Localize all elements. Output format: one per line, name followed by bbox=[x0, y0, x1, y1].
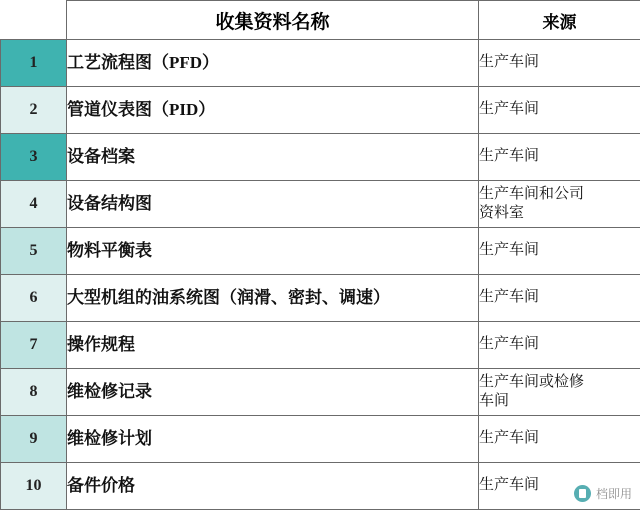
column-header-index bbox=[1, 1, 67, 40]
row-source bbox=[479, 181, 640, 228]
row-name: 维检修记录 bbox=[67, 369, 479, 416]
watermark-label: 档即用 bbox=[596, 485, 632, 502]
table-row bbox=[1, 275, 640, 322]
row-name: 设备结构图 bbox=[67, 181, 479, 228]
row-name: 管道仪表图（PID） bbox=[67, 87, 479, 134]
row-name: 设备档案 bbox=[67, 134, 479, 181]
row-source-line: 车间 bbox=[479, 392, 640, 412]
row-source bbox=[479, 40, 640, 87]
row-source-line: 生产车间 bbox=[479, 147, 640, 167]
row-index: 10 bbox=[1, 463, 67, 510]
row-source-line: 生产车间 bbox=[479, 53, 640, 73]
row-index: 8 bbox=[1, 369, 67, 416]
table-row bbox=[1, 87, 640, 134]
row-name: 备件价格 bbox=[67, 463, 479, 510]
column-header-name: 收集资料名称 bbox=[67, 1, 479, 40]
row-source-line: 生产车间 bbox=[479, 429, 640, 449]
row-source bbox=[479, 322, 640, 369]
table-row bbox=[1, 416, 640, 463]
table-row bbox=[1, 322, 640, 369]
row-source-line: 生产车间 bbox=[479, 476, 640, 496]
document-logo-icon bbox=[574, 485, 591, 502]
row-source bbox=[479, 228, 640, 275]
column-header-source: 来源 bbox=[479, 1, 640, 40]
row-source-line: 资料室 bbox=[479, 204, 640, 224]
row-name: 大型机组的油系统图（润滑、密封、调速） bbox=[67, 275, 479, 322]
row-source-line: 生产车间和公司 bbox=[479, 185, 640, 205]
row-source bbox=[479, 369, 640, 416]
table-row bbox=[1, 463, 640, 510]
row-source bbox=[479, 275, 640, 322]
row-source-line: 生产车间 bbox=[479, 335, 640, 355]
table-row bbox=[1, 134, 640, 181]
row-name: 物料平衡表 bbox=[67, 228, 479, 275]
row-source-line: 生产车间或检修 bbox=[479, 373, 640, 393]
row-index: 4 bbox=[1, 181, 67, 228]
table-header-row bbox=[1, 1, 640, 40]
row-index: 6 bbox=[1, 275, 67, 322]
table-row bbox=[1, 40, 640, 87]
row-source bbox=[479, 416, 640, 463]
row-source bbox=[479, 134, 640, 181]
row-index: 3 bbox=[1, 134, 67, 181]
row-name: 工艺流程图（PFD） bbox=[67, 40, 479, 87]
row-index: 7 bbox=[1, 322, 67, 369]
table-row bbox=[1, 369, 640, 416]
table-row bbox=[1, 228, 640, 275]
row-index: 1 bbox=[1, 40, 67, 87]
row-source bbox=[479, 87, 640, 134]
row-index: 5 bbox=[1, 228, 67, 275]
row-source-line: 生产车间 bbox=[479, 288, 640, 308]
row-index: 9 bbox=[1, 416, 67, 463]
row-name: 操作规程 bbox=[67, 322, 479, 369]
row-index: 2 bbox=[1, 87, 67, 134]
row-source-line: 生产车间 bbox=[479, 100, 640, 120]
row-name: 维检修计划 bbox=[67, 416, 479, 463]
watermark bbox=[574, 485, 632, 502]
table-row bbox=[1, 181, 640, 228]
row-source-line: 生产车间 bbox=[479, 241, 640, 261]
